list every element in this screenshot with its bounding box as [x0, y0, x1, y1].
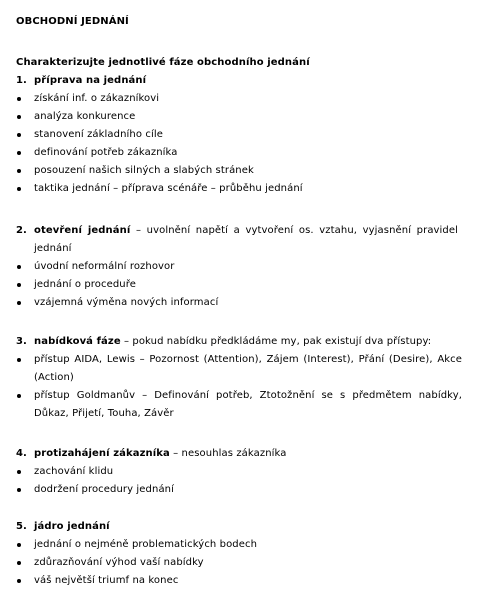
section-title: nabídková fáze: [34, 336, 121, 347]
section-5: [0, 518, 484, 590]
section-number: 5.: [16, 521, 27, 532]
section-4: [0, 445, 484, 499]
section-title: otevření jednání: [34, 225, 131, 236]
section-heading: [0, 222, 484, 258]
bullet-list: [0, 90, 484, 198]
list-item: vzájemná výměna nových informací: [0, 294, 484, 312]
section-2: [0, 222, 484, 312]
section-heading: [0, 333, 484, 351]
list-item: přístup AIDA, Lewis – Pozornost (Attention), Zájem (Interest), Přání (Desire), Akce (Action): [0, 351, 484, 387]
bullet-list: [0, 536, 484, 590]
section-description: – pokud nabídku předkládáme my, pak existují dva přístupy:: [124, 336, 432, 347]
list-item: jednání o nejméně problematických bodech: [0, 536, 484, 554]
list-item: zdůrazňování výhod vaší nabídky: [0, 554, 484, 572]
list-item: zachování klidu: [0, 463, 484, 481]
section-number: 3.: [16, 336, 27, 347]
list-item: analýza konkurence: [0, 108, 484, 126]
list-item: úvodní neformální rozhovor: [0, 258, 484, 276]
section-title: příprava na jednání: [34, 75, 147, 86]
list-item: přístup Goldmanův – Definování potřeb, Ztotožnění se s předmětem nabídky, Důkaz, Přijetí, Touha, Závěr: [0, 387, 484, 423]
list-item: taktika jednání – příprava scénáře – průběhu jednání: [0, 180, 484, 198]
bullet-list: [0, 463, 484, 499]
section-number: 1.: [16, 75, 27, 86]
list-item: posouzení našich silných a slabých stránek: [0, 162, 484, 180]
section-description: – uvolnění napětí a vytvoření os. vztahu, vyjasnění pravidel jednání: [34, 225, 459, 254]
section-description: – nesouhlas zákazníka: [173, 448, 287, 459]
list-item: definování potřeb zákazníka: [0, 144, 484, 162]
list-item: jednání o proceduře: [0, 276, 484, 294]
bullet-list: [0, 351, 484, 423]
bullet-list: [0, 258, 484, 312]
section-heading: [0, 72, 484, 90]
section-heading: [0, 445, 484, 463]
section-heading: [0, 518, 484, 536]
section-3: [0, 333, 484, 423]
document-title: OBCHODNÍ JEDNÁNÍ: [16, 16, 129, 27]
list-item: stanovení základního cíle: [0, 126, 484, 144]
list-item: dodržení procedury jednání: [0, 481, 484, 499]
section-number: 4.: [16, 448, 27, 459]
section-number: 2.: [16, 225, 27, 236]
section-title: jádro jednání: [34, 521, 110, 532]
list-item: váš největší triumf na konec: [0, 572, 484, 590]
section-title: protizahájení zákazníka: [34, 448, 170, 459]
section-1: [0, 72, 484, 198]
list-item: získání inf. o zákazníkovi: [0, 90, 484, 108]
document-subtitle: Charakterizujte jednotlivé fáze obchodního jednání: [16, 57, 310, 68]
